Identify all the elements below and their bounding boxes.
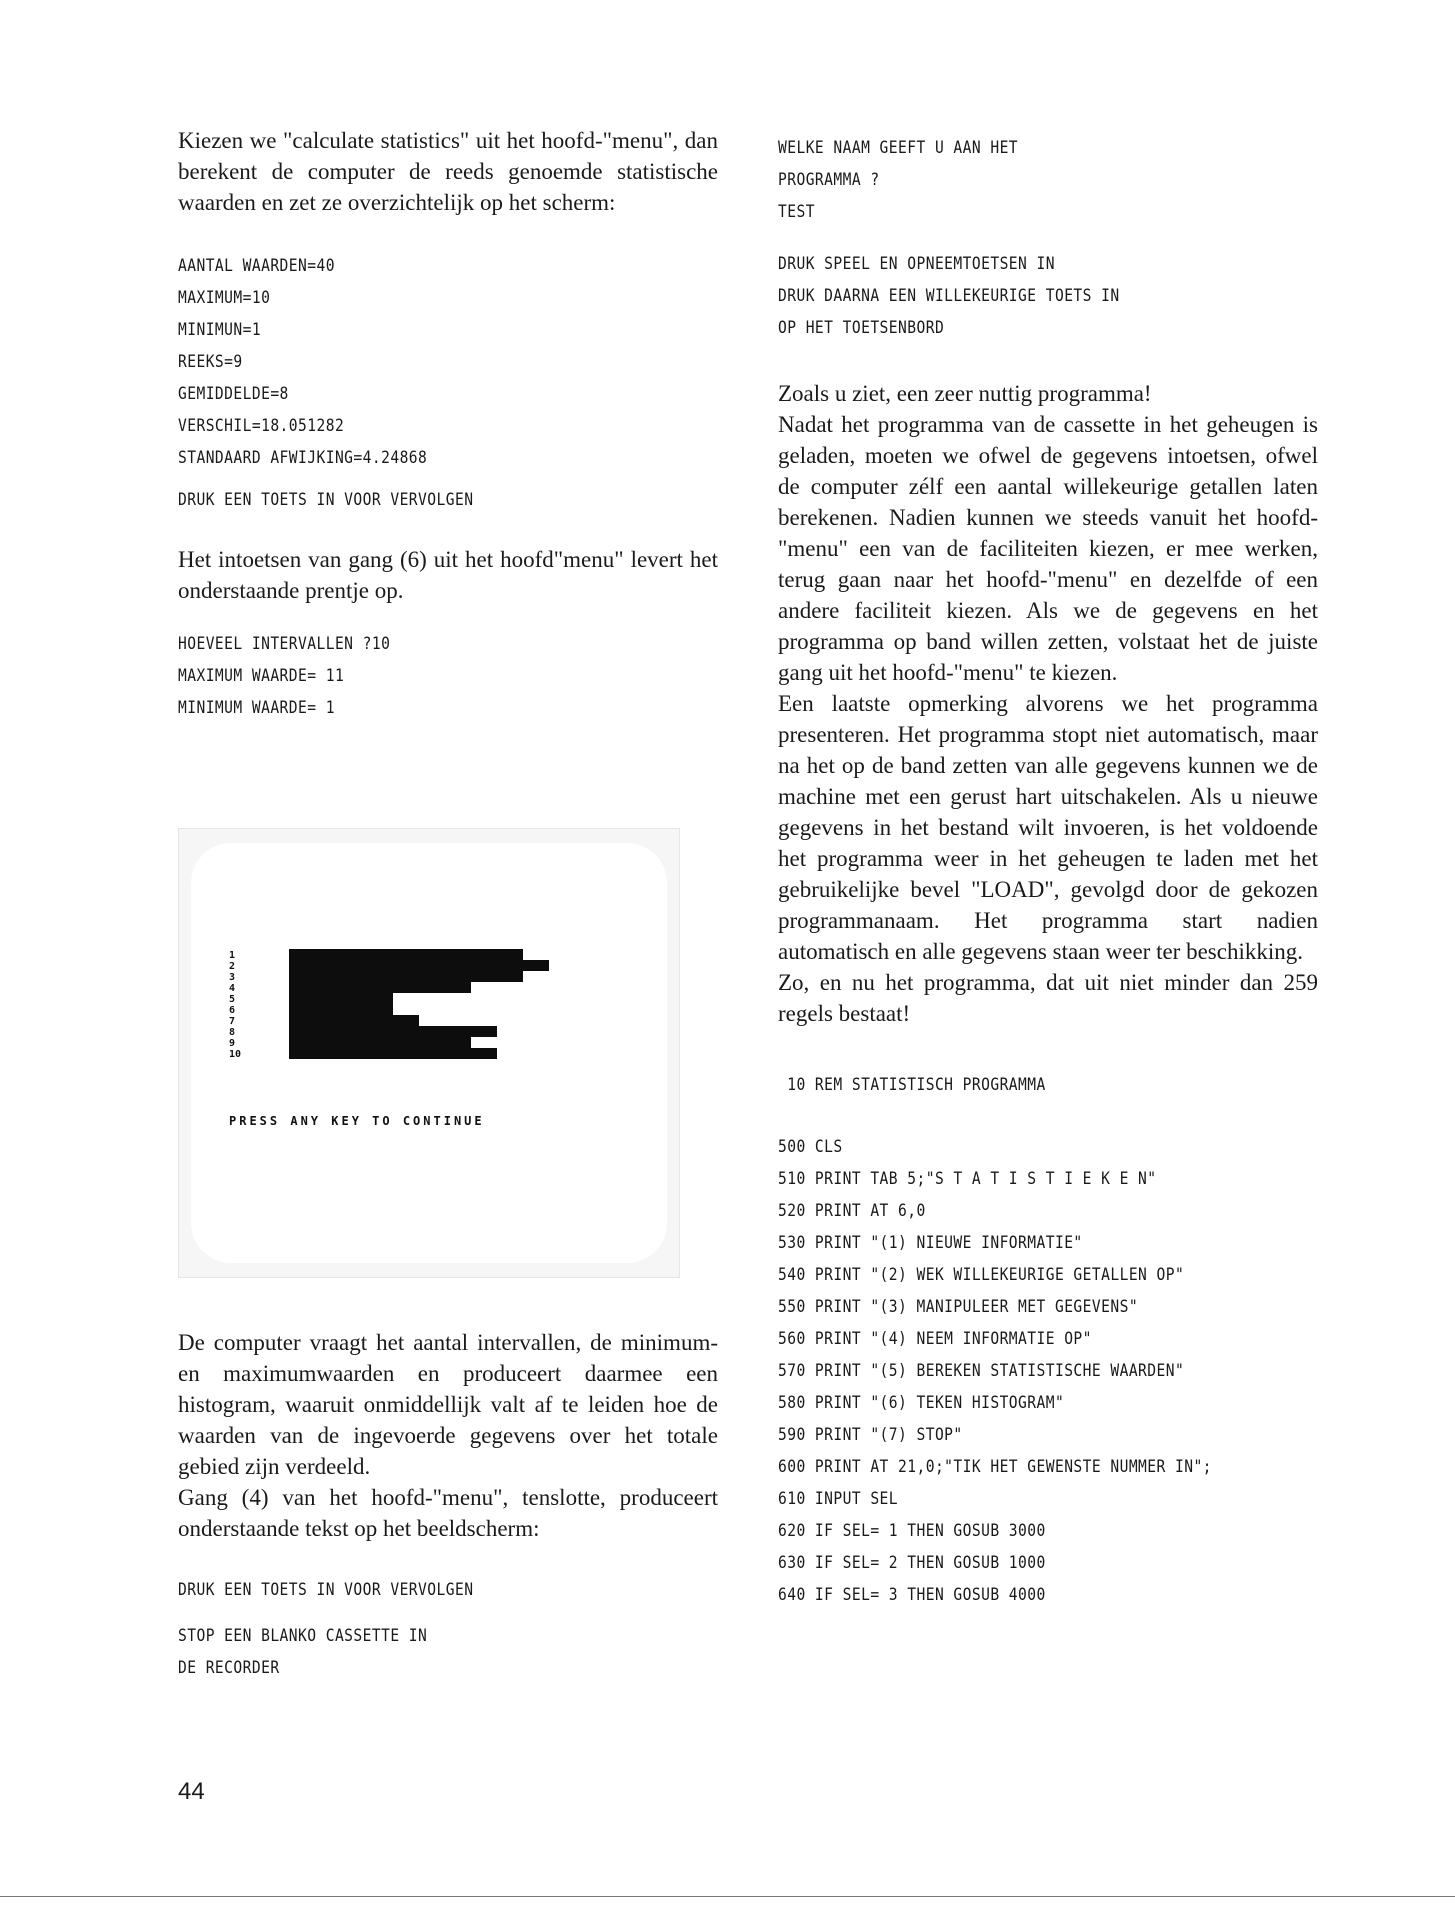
histogram-bar	[289, 1015, 419, 1026]
program-line: 540 PRINT "(2) WEK WILLEKEURIGE GETALLEN OP"	[778, 1265, 1185, 1285]
histogram-bar	[289, 971, 523, 982]
histogram-screen	[179, 829, 679, 1277]
histogram-bar	[289, 949, 523, 960]
histogram-screen-photo	[178, 828, 680, 1278]
histogram-row-label: 8	[229, 1027, 236, 1038]
cassette-line: STOP EEN BLANKO CASSETTE IN	[178, 1626, 428, 1646]
left-column-lower	[178, 1327, 718, 1684]
program-line: 550 PRINT "(3) MANIPULEER MET GEGEVENS"	[778, 1297, 1139, 1317]
press-any-key-footer: PRESS ANY KEY TO CONTINUE	[229, 1114, 485, 1128]
page-number: 44	[178, 1778, 205, 1805]
paragraph: Nadat het programma van de cassette in het geheugen is geladen, moeten we ofwel de gegevens intoetsen, ofwel de computer zélf een aantal willekeurige getallen laten berekenen. Nadien kunnen we steeds vanuit het hoofd-"menu" een van de faciliteiten kiezen, er mee werken, terug gaan naar het hoofd-"menu" en dezelfde of een andere faciliteit kiezen. Als we de gegevens en het programma op band willen zetten, volstaat het de juiste gang uit het hoofd-"menu" te kiezen.	[778, 412, 1318, 685]
program-line: 580 PRINT "(6) TEKEN HISTOGRAM"	[778, 1393, 1065, 1413]
stats-line: MAXIMUM=10	[178, 288, 271, 308]
histogram-row-label: 2	[229, 961, 236, 972]
program-line: 570 PRINT "(5) BEREKEN STATISTISCHE WAARDEN"	[778, 1361, 1185, 1381]
histogram-prompt-line: MINIMUM WAARDE= 1	[178, 698, 335, 718]
program-line: 500 CLS	[778, 1137, 843, 1157]
histogram-bar	[289, 1037, 471, 1048]
program-line: 530 PRINT "(1) NIEUWE INFORMATIE"	[778, 1233, 1083, 1253]
stats-line: MINIMUN=1	[178, 320, 262, 340]
histogram-bar	[289, 993, 393, 1004]
press-key-line: DRUK EEN TOETS IN VOOR VERVOLGEN	[178, 1580, 474, 1600]
name-prompt-line: PROGRAMMA ?	[778, 170, 880, 190]
record-prompt-line: OP HET TOETSENBORD	[778, 318, 945, 338]
left-column	[178, 125, 718, 724]
histogram-row-label: 6	[229, 1005, 236, 1016]
program-line: 640 IF SEL= 3 THEN GOSUB 4000	[778, 1585, 1046, 1605]
program-listing	[778, 1131, 1318, 1611]
histogram-bar	[289, 982, 471, 993]
press-key-line: DRUK EEN TOETS IN VOOR VERVOLGEN	[178, 490, 474, 510]
paragraph: Zoals u ziet, een zeer nuttig programma!	[778, 381, 1152, 406]
histogram-intro: Het intoetsen van gang (6) uit het hoofd"menu" levert het onderstaande prentje op.	[178, 547, 718, 603]
record-prompt	[778, 248, 1318, 344]
stats-line: GEMIDDELDE=8	[178, 384, 289, 404]
histogram-bar	[289, 1026, 497, 1037]
stats-line: STANDAARD AFWIJKING=4.24868	[178, 448, 428, 468]
program-line: 590 PRINT "(7) STOP"	[778, 1425, 963, 1445]
stats-line: AANTAL WAARDEN=40	[178, 256, 335, 276]
program-line: 630 IF SEL= 2 THEN GOSUB 1000	[778, 1553, 1046, 1573]
name-prompt-line: WELKE NAAM GEEFT U AAN HET	[778, 138, 1019, 158]
right-column	[778, 132, 1318, 1611]
program-line: 600 PRINT AT 21,0;"TIK HET GEWENSTE NUMMER IN";	[778, 1457, 1212, 1477]
program-header: 10 REM STATISTISCH PROGRAMMA	[778, 1075, 1046, 1095]
program-line: 560 PRINT "(4) NEEM INFORMATIE OP"	[778, 1329, 1092, 1349]
body-text	[778, 378, 1318, 1029]
intro-paragraph: Kiezen we "calculate statistics" uit het hoofd-"menu", dan berekent de computer de reeds genoemde statistische waarden en zet ze overzichtelijk op het scherm:	[178, 128, 718, 215]
gang4-intro: Gang (4) van het hoofd-"menu", tenslotte, produceert onderstaande tekst op het beeldscherm:	[178, 1485, 718, 1541]
histogram-prompt-line: HOEVEEL INTERVALLEN ?10	[178, 634, 391, 654]
histogram-prompt-line: MAXIMUM WAARDE= 11	[178, 666, 345, 686]
histogram-row-label: 3	[229, 972, 236, 983]
program-line: 610 INPUT SEL	[778, 1489, 899, 1509]
cassette-line: DE RECORDER	[178, 1658, 280, 1678]
histogram-row-label: 7	[229, 1016, 236, 1027]
stats-output	[178, 250, 718, 474]
stats-line: VERSCHIL=18.051282	[178, 416, 345, 436]
record-prompt-line: DRUK DAARNA EEN WILLEKEURIGE TOETS IN	[778, 286, 1120, 306]
histogram-row-label: 5	[229, 994, 236, 1005]
histogram-row-label: 1	[229, 950, 236, 961]
histogram-bar	[289, 1048, 497, 1059]
name-prompt-line: TEST	[778, 202, 815, 222]
stats-line: REEKS=9	[178, 352, 243, 372]
histogram-bar	[289, 1004, 393, 1015]
program-line: 520 PRINT AT 6,0	[778, 1201, 926, 1221]
paragraph: Een laatste opmerking alvorens we het programma presenteren. Het programma stopt niet automatisch, maar na het op de band zetten van alle gegevens kunnen we de machine met een gerust hart uitschakelen. Als u nieuwe gegevens in het bestand wilt invoeren, is het voldoende het programma weer in het geheugen te laden met het gebruikelijke bevel "LOAD", gevolgd door de gekozen programmanaam. Het programma start nadien automatisch en alle gegevens staan weer ter beschikking.	[778, 691, 1318, 964]
record-prompt-line: DRUK SPEEL EN OPNEEMTOETSEN IN	[778, 254, 1055, 274]
histogram-prompts	[178, 628, 718, 724]
histogram-bar	[289, 960, 549, 971]
paragraph: Zo, en nu het programma, dat uit niet minder dan 259 regels bestaat!	[778, 970, 1318, 1026]
program-line: 620 IF SEL= 1 THEN GOSUB 3000	[778, 1521, 1046, 1541]
histogram-row-label: 10	[229, 1049, 242, 1060]
histogram-row-label: 4	[229, 983, 236, 994]
histogram-explanation: De computer vraagt het aantal intervallen, de minimum- en maximumwaarden en produceert daarmee een histogram, waaruit onmiddellijk valt af te leiden hoe de waarden van de ingevoerde gegevens over het totale gebied zijn verdeeld.	[178, 1330, 718, 1479]
footer-rule	[0, 1896, 1455, 1897]
name-prompt	[778, 132, 1318, 228]
histogram-row-label: 9	[229, 1038, 236, 1049]
program-line: 510 PRINT TAB 5;"S T A T I S T I E K E N"	[778, 1169, 1157, 1189]
